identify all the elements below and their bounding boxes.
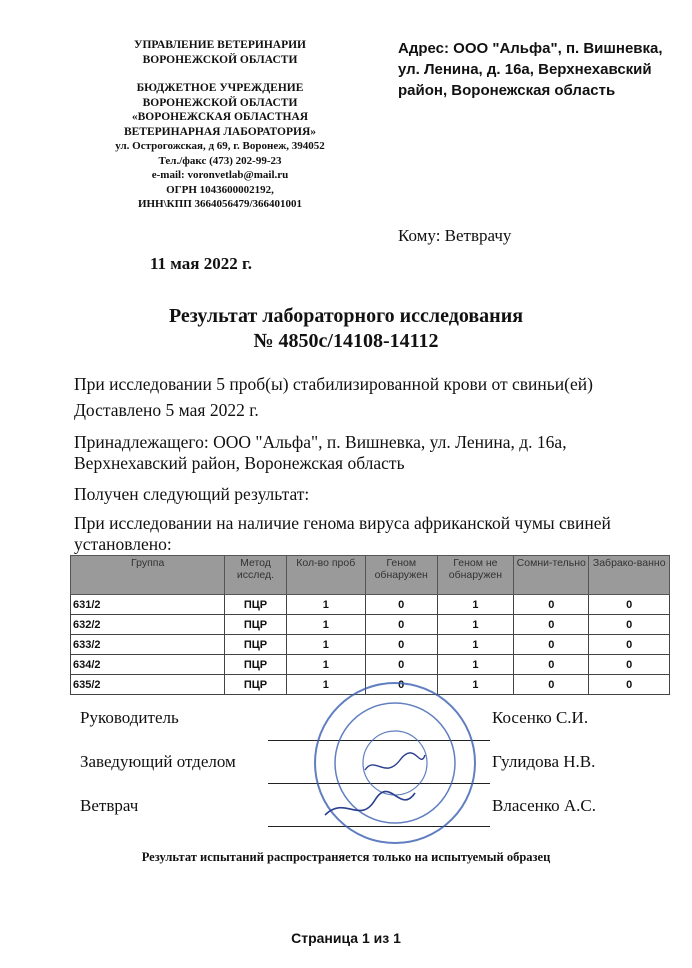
paragraph: При исследовании 5 проб(ы) стабилизированной крови от свиньи(ей) — [74, 374, 593, 394]
signatory-name: Власенко А.С. — [492, 796, 597, 815]
header-line: Тел./факс (473) 202-99-23 — [158, 154, 282, 167]
table-cell: 0 — [514, 615, 589, 635]
organization-header — [70, 38, 370, 212]
recipient: Кому: Ветврачу — [398, 226, 512, 245]
page-number: Страница 1 из 1 — [291, 930, 401, 946]
header-line: ИНН\КПП 3664056479/366401001 — [137, 198, 303, 210]
table-cell: 1 — [286, 655, 365, 675]
table-cell: 635/2 — [71, 675, 225, 695]
signature-line — [268, 740, 490, 741]
column-header: Геном обнаружен — [365, 556, 437, 595]
signature-role: Ветврач — [80, 796, 139, 815]
table-cell: ПЦР — [225, 615, 286, 635]
column-header: Метод исслед. — [225, 556, 286, 595]
table-cell: 0 — [589, 595, 670, 615]
column-header: Забрако-ванно — [589, 556, 670, 595]
paragraph: При исследовании на наличие генома вируса африканской чумы свиней установлено: — [74, 513, 611, 554]
column-header: Геном не обнаружен — [437, 556, 514, 595]
table-cell: ПЦР — [225, 655, 286, 675]
header-line: БЮДЖЕТНОЕ УЧРЕЖДЕНИЕ — [136, 82, 304, 94]
table-cell: 0 — [589, 675, 670, 695]
table-cell: 0 — [514, 655, 589, 675]
signature-role: Заведующий отделом — [80, 752, 236, 771]
signature-line — [268, 783, 490, 784]
table-cell: 1 — [286, 675, 365, 695]
table-cell: ПЦР — [225, 595, 286, 615]
table-cell: 0 — [589, 615, 670, 635]
paragraph: Доставлено 5 мая 2022 г. — [74, 400, 259, 420]
table-cell: 0 — [514, 675, 589, 695]
header-line: «ВОРОНЕЖСКАЯ ОБЛАСТНАЯ — [131, 111, 309, 123]
signatory-name: Косенко С.И. — [492, 708, 589, 727]
table-row — [71, 635, 670, 655]
document-date: 11 мая 2022 г. — [150, 254, 253, 273]
table-cell: 1 — [286, 595, 365, 615]
table-row — [71, 615, 670, 635]
table-cell: 1 — [286, 635, 365, 655]
table-cell: 1 — [437, 635, 514, 655]
signature-role: Руководитель — [80, 708, 179, 727]
table-cell: ПЦР — [225, 675, 286, 695]
table-cell: 1 — [437, 595, 514, 615]
official-stamp — [305, 675, 485, 845]
table-cell: 632/2 — [71, 615, 225, 635]
header-line: УПРАВЛЕНИЕ ВЕТЕРИНАРИИ — [134, 39, 306, 51]
table-cell: 1 — [437, 675, 514, 695]
title-text: Результат лабораторного исследования — [168, 305, 524, 327]
table-cell: 0 — [514, 595, 589, 615]
table-cell: 1 — [437, 655, 514, 675]
table-cell: 0 — [365, 675, 437, 695]
header-line: ВЕТЕРИНАРНАЯ ЛАБОРАТОРИЯ» — [123, 125, 317, 138]
signature-line — [268, 826, 490, 827]
column-header: Группа — [71, 556, 225, 595]
table-cell: 633/2 — [71, 635, 225, 655]
column-header: Кол-во проб — [286, 556, 365, 595]
table-row — [71, 675, 670, 695]
table-cell: 0 — [365, 595, 437, 615]
document-number: № 4850с/14108-14112 — [253, 330, 439, 352]
disclaimer-note: Результат испытаний распространяется только на испытуемый образец — [141, 850, 551, 864]
address: Адрес: ООО "Альфа", п. Вишневка, ул. Ленина, д. 16а, Верхнехавский район, Воронежская область — [398, 40, 663, 99]
document-title — [0, 304, 692, 354]
signatory-name: Гулидова Н.В. — [492, 752, 596, 771]
header-line: ул. Острогожская, д 69, г. Воронеж, 394052 — [115, 140, 325, 152]
header-line: e-mail: voronvetlab@mail.ru — [151, 169, 289, 181]
table-row — [71, 655, 670, 675]
table-row — [71, 595, 670, 615]
table-cell: 631/2 — [71, 595, 225, 615]
table-cell: 1 — [286, 615, 365, 635]
results-table — [70, 555, 670, 695]
table-cell: 0 — [365, 615, 437, 635]
header-line: ОГРН 1043600002192, — [166, 183, 274, 196]
table-cell: 0 — [365, 655, 437, 675]
table-cell: ПЦР — [225, 635, 286, 655]
table-cell: 0 — [589, 655, 670, 675]
table-cell: 0 — [514, 635, 589, 655]
header-line: ВОРОНЕЖСКОЙ ОБЛАСТИ — [142, 96, 298, 109]
column-header: Сомни-тельно — [514, 556, 589, 595]
table-cell: 0 — [365, 635, 437, 655]
table-cell: 1 — [437, 615, 514, 635]
table-header-row — [71, 556, 670, 595]
paragraph: Принадлежащего: ООО "Альфа", п. Вишневка, ул. Ленина, д. 16а, Верхнехавский район, Воронежская область — [74, 432, 567, 473]
paragraph: Получен следующий результат: — [74, 484, 310, 504]
table-cell: 0 — [589, 635, 670, 655]
table-cell: 634/2 — [71, 655, 225, 675]
header-line: ВОРОНЕЖСКОЙ ОБЛАСТИ — [142, 53, 298, 66]
